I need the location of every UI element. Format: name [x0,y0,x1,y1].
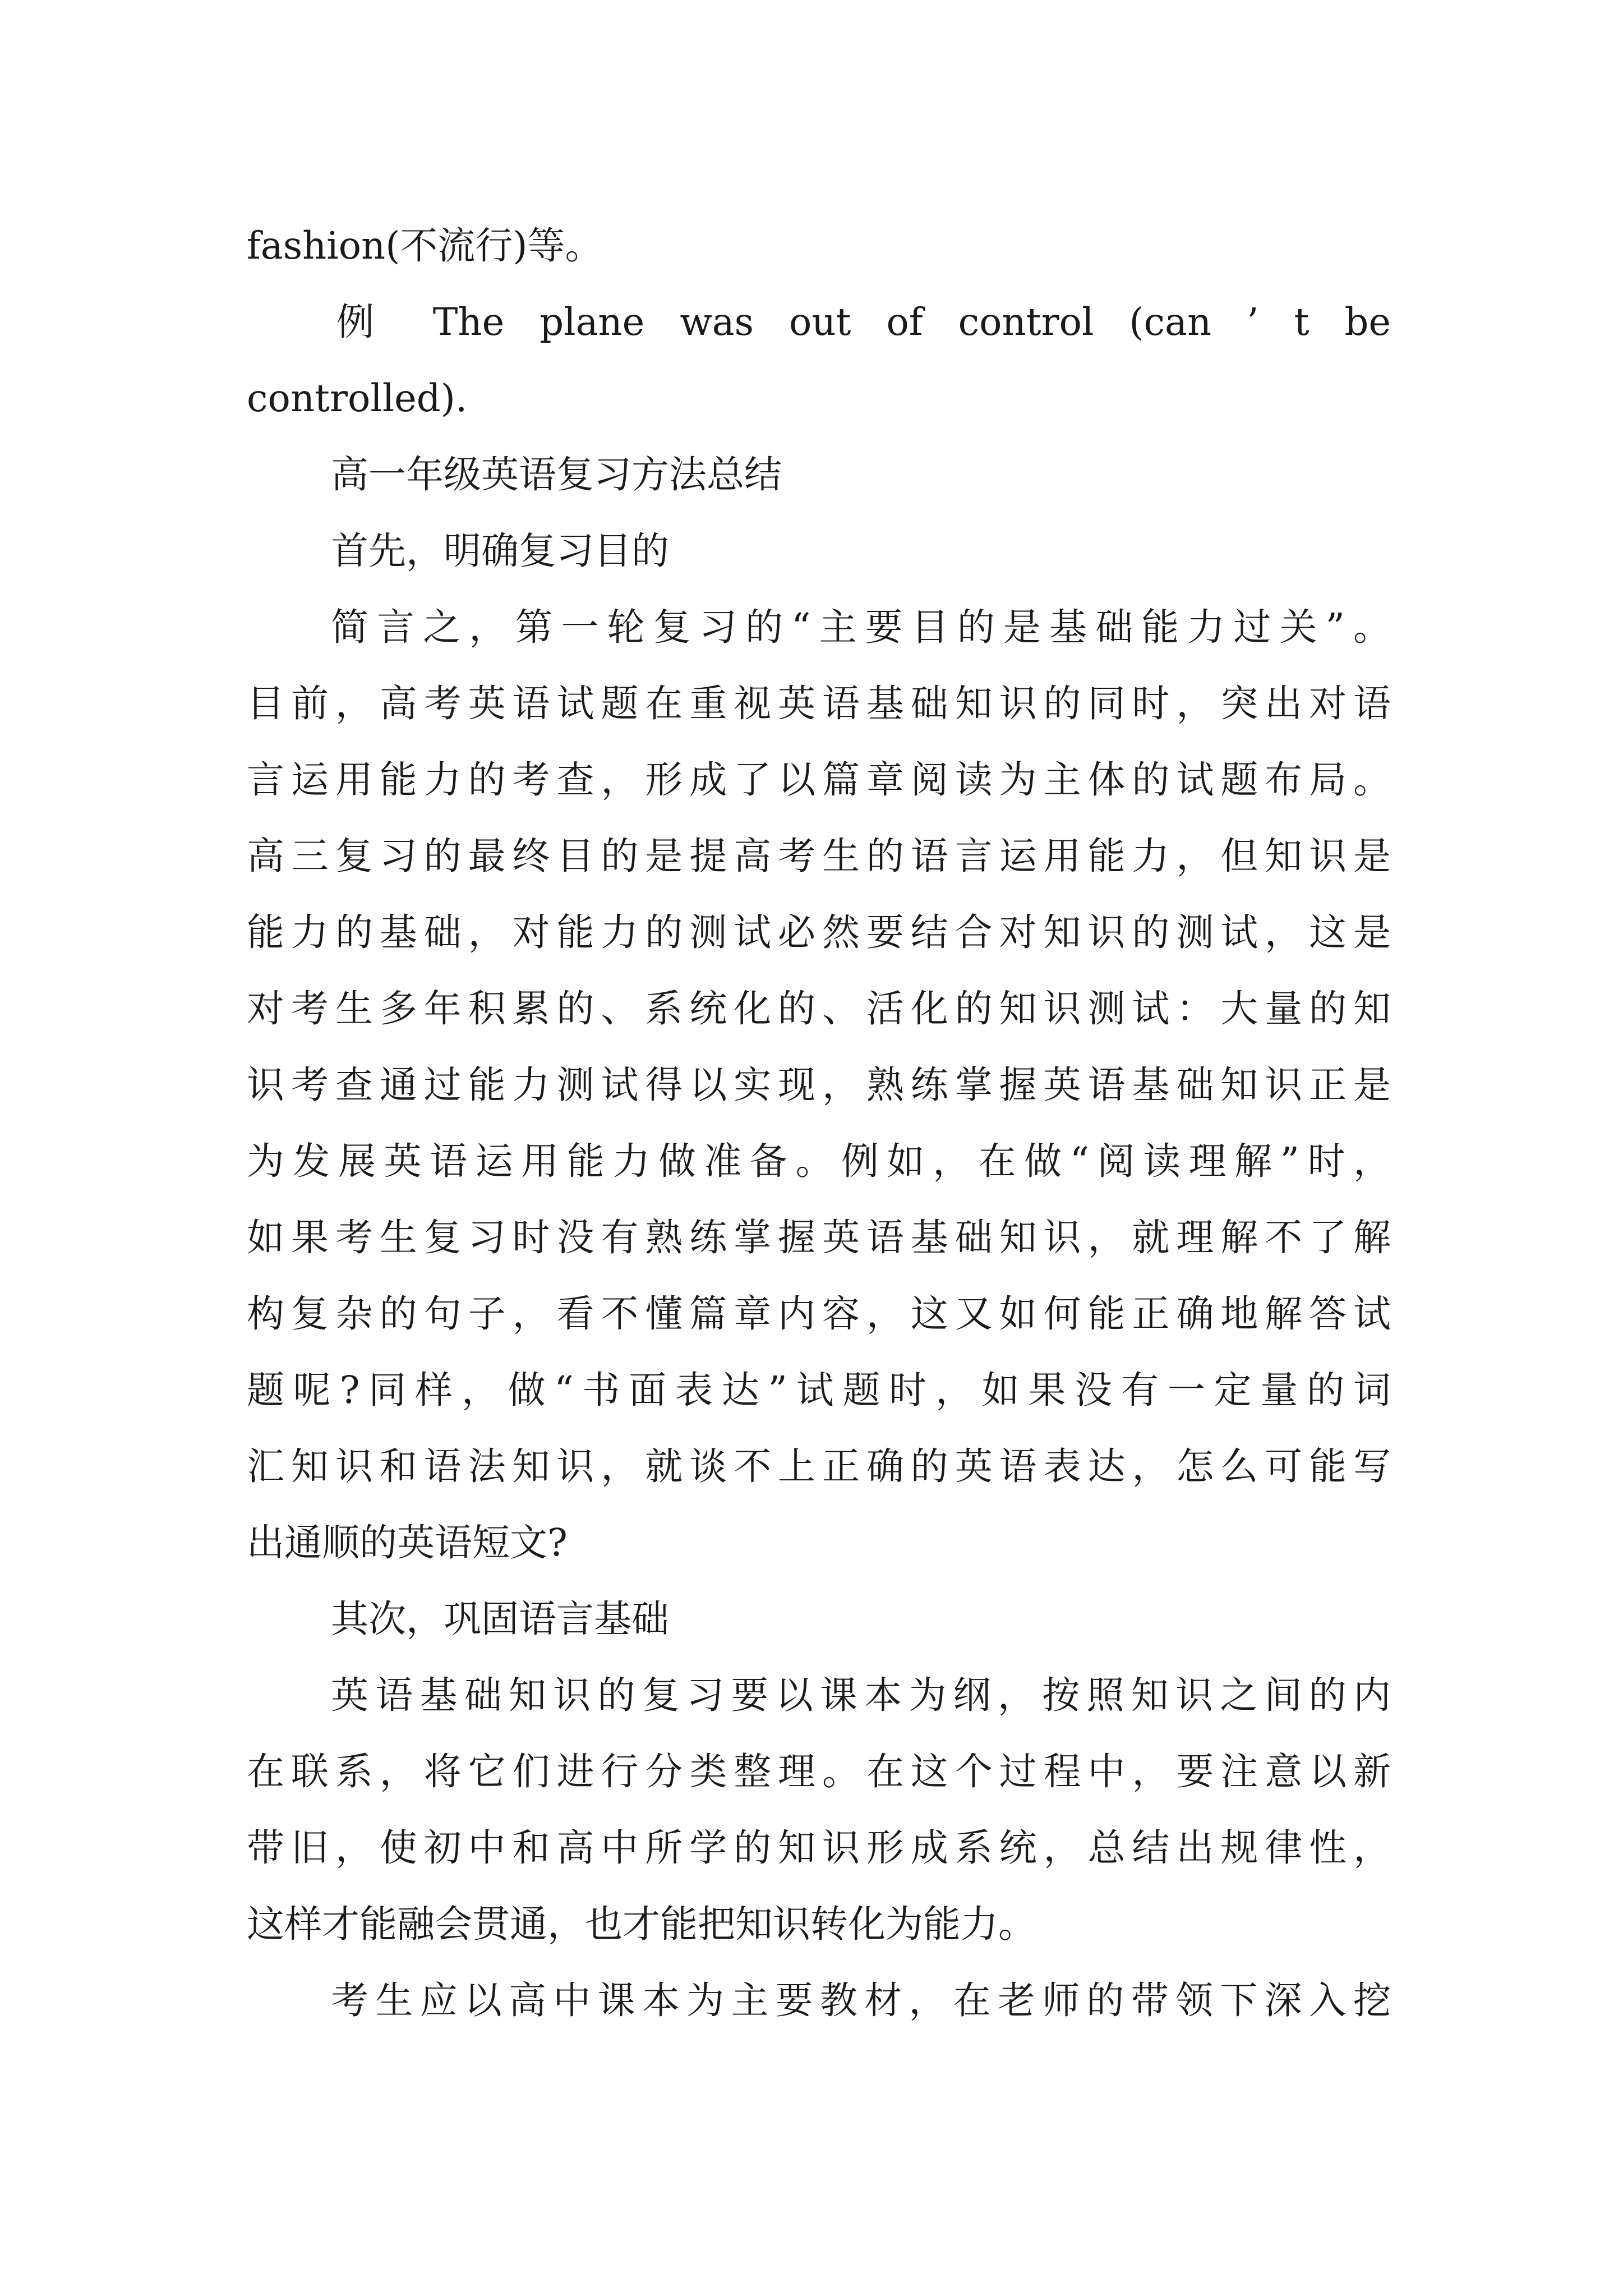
text-line: 简言之，第一轮复习的“主要目的是基础能力过关”。 [331,605,1391,649]
text-line: 汇知识和语法知识，就谈不上正确的英语表达，怎么可能写 [247,1444,1391,1488]
text-line: 在联系，将它们进行分类整理。在这个过程中，要注意以新 [247,1750,1391,1793]
text-line: 言运用能力的考查，形成了以篇章阅读为主体的试题布局。 [247,758,1391,802]
text-line: 目前，高考英语试题在重视英语基础知识的同时，突出对语 [247,682,1391,725]
subheading: 首先，明确复习目的 [331,529,669,573]
text-line: controlled). [247,376,468,420]
text-line: 如果考生复习时没有熟练掌握英语基础知识，就理解不了解 [247,1216,1391,1259]
text-line: 能力的基础，对能力的测试必然要结合对知识的测试，这是 [247,910,1391,954]
text-line: 构复杂的句子，看不懂篇章内容，这又如何能正确地解答试 [247,1292,1391,1336]
document-body [247,208,1391,2039]
text-line: 识考查通过能力测试得以实现，熟练掌握英语基础知识正是 [247,1063,1391,1107]
text-line: fashion(不流行)等。 [247,224,603,268]
text-line: 例 The plane was out of control (can ’ t be [336,300,1391,344]
section-heading: 高一年级英语复习方法总结 [331,453,782,496]
text-line: 出通顺的英语短文? [247,1521,568,1565]
text-line: 带旧，使初中和高中所学的知识形成系统，总结出规律性， [247,1826,1391,1870]
text-line: 题呢?同样，做“书面表达”试题时，如果没有一定量的词 [247,1368,1391,1412]
subheading: 其次，巩固语言基础 [331,1597,669,1641]
text-line: 高三复习的最终目的是提高考生的语言运用能力，但知识是 [247,834,1391,878]
text-line: 考生应以高中课本为主要教材，在老师的带领下深入挖 [331,1978,1391,2022]
text-line: 这样才能融会贯通，也才能把知识转化为能力。 [247,1902,1036,1946]
text-line: 英语基础知识的复习要以课本为纲，按照知识之间的内 [331,1673,1391,1717]
text-line: 对考生多年积累的、系统化的、活化的知识测试：大量的知 [247,987,1391,1030]
text-line: 为发展英语运用能力做准备。例如，在做“阅读理解”时， [247,1139,1391,1183]
